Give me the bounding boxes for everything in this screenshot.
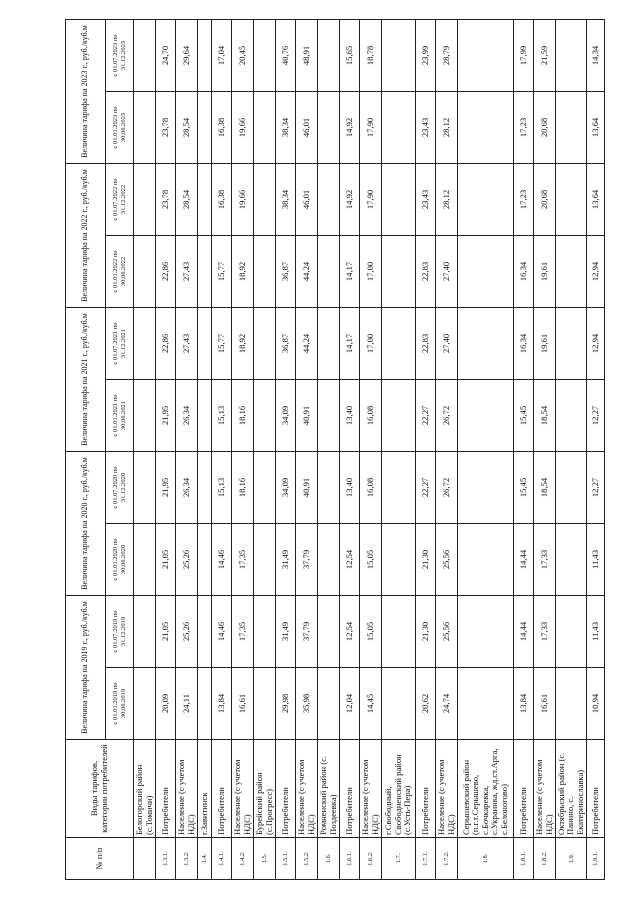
tariff-value (318, 164, 340, 236)
consumer-category: Потребители (416, 740, 436, 838)
header-year-2021: Величина тарифа на 2021 г., руб./куб.м (66, 308, 106, 452)
tariff-value (556, 20, 587, 92)
tariff-value: 36,87 (276, 308, 296, 380)
tariff-value (134, 20, 156, 92)
tariff-value: 12,54 (340, 596, 360, 668)
header-period: с 01.01.2020 по 30.06.2020 (106, 524, 134, 596)
header-period: с 01.07.2021 по 31.12.2021 (106, 308, 134, 380)
tariff-value (134, 524, 156, 596)
tariff-value (134, 92, 156, 164)
tariff-value: 20,45 (232, 20, 254, 92)
tariff-value (458, 380, 514, 452)
tariff-value: 40,91 (296, 380, 318, 452)
table-row (156, 20, 176, 880)
consumer-category: Население (с учетом НДС) (232, 740, 254, 838)
tariff-value: 48,91 (296, 20, 318, 92)
tariff-value: 24,74 (436, 668, 458, 740)
tariff-table (65, 19, 605, 880)
tariff-value: 15,13 (212, 380, 232, 452)
tariff-value: 24,70 (156, 20, 176, 92)
tariff-value: 23,99 (416, 20, 436, 92)
header-year-2020: Величина тарифа на 2020 г., руб./куб.м (66, 452, 106, 596)
tariff-value: 16,61 (534, 668, 556, 740)
tariff-value: 18,54 (534, 452, 556, 524)
tariff-value: 31,49 (276, 524, 296, 596)
tariff-value: 28,12 (436, 92, 458, 164)
tariff-value: 14,17 (340, 308, 360, 380)
row-number: 1.6. (318, 838, 340, 880)
row-number: 1.3.2. (176, 838, 198, 880)
tariff-value: 15,13 (212, 452, 232, 524)
table-row (556, 20, 587, 880)
tariff-value (382, 308, 416, 380)
tariff-value: 12,54 (340, 524, 360, 596)
tariff-value: 15,77 (212, 236, 232, 308)
tariff-value: 12,27 (587, 380, 605, 452)
tariff-value (382, 92, 416, 164)
tariff-value: 21,95 (156, 452, 176, 524)
tariff-value: 13,64 (587, 92, 605, 164)
tariff-value: 14,45 (360, 668, 382, 740)
tariff-value: 13,40 (340, 380, 360, 452)
tariff-value (458, 308, 514, 380)
row-number: 1.6.1. (340, 838, 360, 880)
row-number: 1.9.1. (587, 838, 605, 880)
tariff-value: 19,66 (232, 92, 254, 164)
tariff-value: 17,35 (232, 596, 254, 668)
tariff-value (254, 452, 276, 524)
tariff-value: 20,09 (156, 668, 176, 740)
header-category: Виды тарифов, категории потребителей (66, 740, 134, 838)
tariff-value: 34,09 (276, 380, 296, 452)
tariff-value (318, 452, 340, 524)
tariff-value: 29,98 (276, 668, 296, 740)
tariff-value: 27,43 (176, 308, 198, 380)
tariff-value: 16,34 (514, 236, 534, 308)
tariff-value: 46,01 (296, 164, 318, 236)
tariff-value: 38,34 (276, 92, 296, 164)
header-period: с 01.07.2019 по 31.12.2019 (106, 596, 134, 668)
tariff-value: 17,04 (212, 20, 232, 92)
tariff-value: 16,38 (212, 164, 232, 236)
tariff-value: 28,12 (436, 164, 458, 236)
tariff-value: 23,78 (156, 92, 176, 164)
tariff-value: 27,43 (176, 236, 198, 308)
table-row (198, 20, 212, 880)
row-number: 1.7.1. (416, 838, 436, 880)
table-row (458, 20, 514, 880)
tariff-value: 10,94 (587, 668, 605, 740)
consumer-category: Октябрьский район (с. Панино, с. Екатеринославка) (556, 740, 587, 838)
row-number: 1.5. (254, 838, 276, 880)
row-number (134, 838, 156, 880)
tariff-value: 14,92 (340, 164, 360, 236)
tariff-value: 16,38 (212, 92, 232, 164)
table-body (134, 20, 605, 880)
tariff-value (254, 92, 276, 164)
tariff-value: 20,62 (416, 668, 436, 740)
tariff-value (382, 668, 416, 740)
tariff-value: 21,05 (156, 524, 176, 596)
tariff-value: 34,09 (276, 452, 296, 524)
row-number: 1.6.2. (360, 838, 382, 880)
tariff-value: 26,72 (436, 452, 458, 524)
row-number: 1.5.1. (276, 838, 296, 880)
tariff-value (458, 236, 514, 308)
row-number: 1.4.1. (212, 838, 232, 880)
tariff-value: 21,30 (416, 596, 436, 668)
header-period: с 01.01.2022 по 30.06.2022 (106, 236, 134, 308)
table-row (416, 20, 436, 880)
tariff-value (198, 596, 212, 668)
tariff-value (198, 20, 212, 92)
tariff-value: 46,01 (296, 92, 318, 164)
tariff-value (254, 20, 276, 92)
consumer-category: Потребители (156, 740, 176, 838)
tariff-value (134, 596, 156, 668)
tariff-value: 14,92 (340, 92, 360, 164)
tariff-value: 22,86 (156, 236, 176, 308)
row-number: 1.5.2. (296, 838, 318, 880)
tariff-value: 18,92 (232, 308, 254, 380)
tariff-value: 15,45 (514, 380, 534, 452)
tariff-value: 16,61 (232, 668, 254, 740)
tariff-value (134, 164, 156, 236)
header-year-2022: Величина тарифа на 2022 г., руб./куб.м (66, 164, 106, 308)
tariff-value: 26,72 (436, 380, 458, 452)
tariff-value: 22,83 (416, 308, 436, 380)
tariff-value: 12,94 (587, 308, 605, 380)
header-year-2023: Величина тарифа на 2023 г., руб./куб.м (66, 20, 106, 164)
tariff-value: 25,26 (176, 524, 198, 596)
tariff-value: 35,98 (296, 668, 318, 740)
table-row (176, 20, 198, 880)
tariff-value: 29,64 (176, 20, 198, 92)
consumer-category: Потребители (212, 740, 232, 838)
tariff-value: 12,27 (587, 452, 605, 524)
tariff-value: 22,86 (156, 308, 176, 380)
row-number: 1.8.1. (514, 838, 534, 880)
tariff-value (556, 596, 587, 668)
header-no: № п/п (66, 838, 134, 880)
tariff-value (382, 236, 416, 308)
tariff-value (134, 452, 156, 524)
table-row (340, 20, 360, 880)
table-row (232, 20, 254, 880)
tariff-value (254, 380, 276, 452)
tariff-value (382, 524, 416, 596)
tariff-value: 28,54 (176, 164, 198, 236)
row-number: 1.4.2. (232, 838, 254, 880)
tariff-value (198, 308, 212, 380)
tariff-value (254, 236, 276, 308)
tariff-value: 17,00 (360, 236, 382, 308)
rotated-page (65, 20, 601, 880)
header-year-2019: Величина тарифа на 2019 г., руб./куб.м (66, 596, 106, 740)
tariff-value (458, 92, 514, 164)
tariff-value: 17,90 (360, 164, 382, 236)
table-row (587, 20, 605, 880)
tariff-value: 16,08 (360, 452, 382, 524)
tariff-value: 40,91 (296, 452, 318, 524)
row-number: 1.7. (382, 838, 416, 880)
tariff-value: 17,33 (534, 596, 556, 668)
tariff-value: 18,78 (360, 20, 382, 92)
row-number: 1.7.2. (436, 838, 458, 880)
tariff-value (134, 236, 156, 308)
tariff-value: 31,49 (276, 596, 296, 668)
header-period: с 01.01.2019 по 30.06.2019 (106, 668, 134, 740)
tariff-value: 44,24 (296, 236, 318, 308)
header-period: с 01.01.2021 по 30.06.2021 (106, 380, 134, 452)
tariff-value (134, 380, 156, 452)
tariff-value (318, 92, 340, 164)
tariff-value: 21,05 (156, 596, 176, 668)
tariff-value: 28,79 (436, 20, 458, 92)
tariff-value: 13,64 (587, 164, 605, 236)
consumer-category: Население (с учетом НДС) (534, 740, 556, 838)
tariff-value (556, 236, 587, 308)
tariff-value: 11,43 (587, 524, 605, 596)
tariff-value: 22,83 (416, 236, 436, 308)
tariff-value: 23,78 (156, 164, 176, 236)
tariff-value: 14,44 (514, 524, 534, 596)
tariff-value: 12,04 (340, 668, 360, 740)
tariff-value: 20,68 (534, 164, 556, 236)
tariff-value: 17,23 (514, 164, 534, 236)
tariff-value: 15,05 (360, 596, 382, 668)
tariff-value (198, 164, 212, 236)
header-period: с 01.01.2023 по 30.06.2023 (106, 92, 134, 164)
tariff-value: 24,11 (176, 668, 198, 740)
tariff-value: 19,61 (534, 236, 556, 308)
consumer-category: г.Завитинск (198, 740, 212, 838)
tariff-value: 40,76 (276, 20, 296, 92)
tariff-value: 18,54 (534, 380, 556, 452)
tariff-value (458, 596, 514, 668)
consumer-category: Ромненский район (с. Поздеевка) (318, 740, 340, 838)
tariff-value: 22,27 (416, 452, 436, 524)
tariff-value (198, 668, 212, 740)
tariff-value: 27,40 (436, 236, 458, 308)
tariff-value: 13,40 (340, 452, 360, 524)
consumer-category: Потребители (276, 740, 296, 838)
tariff-value (134, 668, 156, 740)
tariff-value: 17,23 (514, 92, 534, 164)
table-row (436, 20, 458, 880)
tariff-value (556, 380, 587, 452)
tariff-value: 14,17 (340, 236, 360, 308)
table-row (254, 20, 276, 880)
tariff-value (198, 236, 212, 308)
table-row (212, 20, 232, 880)
tariff-value (458, 524, 514, 596)
tariff-value: 18,92 (232, 236, 254, 308)
tariff-value: 28,54 (176, 92, 198, 164)
tariff-value (556, 92, 587, 164)
tariff-value: 13,84 (514, 668, 534, 740)
tariff-value: 37,79 (296, 596, 318, 668)
tariff-value (254, 164, 276, 236)
consumer-category: Население (с учетом НДС) (360, 740, 382, 838)
tariff-value (318, 236, 340, 308)
table-row (134, 20, 156, 880)
consumer-category: Потребители (587, 740, 605, 838)
tariff-value (254, 596, 276, 668)
tariff-value: 11,43 (587, 596, 605, 668)
tariff-value: 16,34 (514, 308, 534, 380)
tariff-value (458, 20, 514, 92)
tariff-value: 18,16 (232, 380, 254, 452)
tariff-value (382, 380, 416, 452)
tariff-value: 18,16 (232, 452, 254, 524)
tariff-value (318, 596, 340, 668)
tariff-value (134, 308, 156, 380)
tariff-value: 12,94 (587, 236, 605, 308)
row-number: 1.4. (198, 838, 212, 880)
tariff-value (458, 668, 514, 740)
table-row (360, 20, 382, 880)
tariff-value: 25,26 (176, 596, 198, 668)
tariff-value (318, 308, 340, 380)
tariff-value: 17,00 (360, 308, 382, 380)
tariff-value (198, 92, 212, 164)
consumer-category: Серышевский район (п.г.т.Серышево, с.Бочкаревка, с.Украинка, жд.ст.Арга, с.Белоногово) (458, 740, 514, 838)
row-number: 1.9. (556, 838, 587, 880)
tariff-value (556, 308, 587, 380)
consumer-category: Белогорский район (с.Томичи) (134, 740, 156, 838)
table-row (276, 20, 296, 880)
tariff-value (318, 524, 340, 596)
consumer-category: Потребители (514, 740, 534, 838)
tariff-value (318, 20, 340, 92)
tariff-value (382, 20, 416, 92)
consumer-category: Население (с учетом НДС) (296, 740, 318, 838)
tariff-value: 15,45 (514, 452, 534, 524)
tariff-value (198, 380, 212, 452)
tariff-value: 23,43 (416, 92, 436, 164)
tariff-value (458, 164, 514, 236)
tariff-value (198, 452, 212, 524)
tariff-value: 37,79 (296, 524, 318, 596)
tariff-value: 25,56 (436, 524, 458, 596)
tariff-value: 38,34 (276, 164, 296, 236)
tariff-value (254, 308, 276, 380)
tariff-value: 27,40 (436, 308, 458, 380)
tariff-value (254, 668, 276, 740)
tariff-value: 14,34 (587, 20, 605, 92)
tariff-value: 17,99 (514, 20, 534, 92)
tariff-value (556, 668, 587, 740)
table-row (534, 20, 556, 880)
tariff-value: 15,77 (212, 308, 232, 380)
consumer-category: Население (с учетом НДС) (436, 740, 458, 838)
consumer-category: Население (с учетом НДС) (176, 740, 198, 838)
tariff-value: 13,84 (212, 668, 232, 740)
tariff-value: 44,24 (296, 308, 318, 380)
tariff-value: 36,87 (276, 236, 296, 308)
consumer-category: Потребители (340, 740, 360, 838)
tariff-value: 14,44 (514, 596, 534, 668)
row-number: 1.8. (458, 838, 514, 880)
table-row (514, 20, 534, 880)
table-header (66, 20, 134, 880)
tariff-value: 21,95 (156, 380, 176, 452)
header-period: с 01.07.2023 по 31.12.2023 (106, 20, 134, 92)
tariff-value (254, 524, 276, 596)
tariff-value (556, 452, 587, 524)
tariff-value: 14,46 (212, 524, 232, 596)
tariff-value: 17,90 (360, 92, 382, 164)
tariff-value: 26,34 (176, 452, 198, 524)
tariff-value: 14,46 (212, 596, 232, 668)
consumer-category: Бурейский район (с.Прогресс) (254, 740, 276, 838)
tariff-value: 23,43 (416, 164, 436, 236)
tariff-value: 15,65 (340, 20, 360, 92)
table-row (382, 20, 416, 880)
tariff-value (458, 452, 514, 524)
header-period: с 01.07.2020 по 31.12.2020 (106, 452, 134, 524)
tariff-value: 17,35 (232, 524, 254, 596)
tariff-value: 21,30 (416, 524, 436, 596)
tariff-value (556, 164, 587, 236)
tariff-value (318, 668, 340, 740)
table-row (318, 20, 340, 880)
tariff-value (318, 380, 340, 452)
tariff-value: 22,27 (416, 380, 436, 452)
tariff-value: 15,05 (360, 524, 382, 596)
tariff-value: 26,34 (176, 380, 198, 452)
tariff-value (198, 524, 212, 596)
tariff-value: 17,33 (534, 524, 556, 596)
table-row (296, 20, 318, 880)
tariff-value: 20,68 (534, 92, 556, 164)
consumer-category: г.Свободный, Свободненский район (с.Усть-Пера) (382, 740, 416, 838)
tariff-value: 19,61 (534, 308, 556, 380)
tariff-value (382, 164, 416, 236)
tariff-value: 25,56 (436, 596, 458, 668)
tariff-value: 21,59 (534, 20, 556, 92)
tariff-value: 19,66 (232, 164, 254, 236)
tariff-value (382, 452, 416, 524)
header-period: с 01.07.2022 по 31.12.2022 (106, 164, 134, 236)
row-number: 1.8.2. (534, 838, 556, 880)
row-number: 1.3.1. (156, 838, 176, 880)
tariff-value (382, 596, 416, 668)
tariff-value: 16,08 (360, 380, 382, 452)
tariff-value (556, 524, 587, 596)
